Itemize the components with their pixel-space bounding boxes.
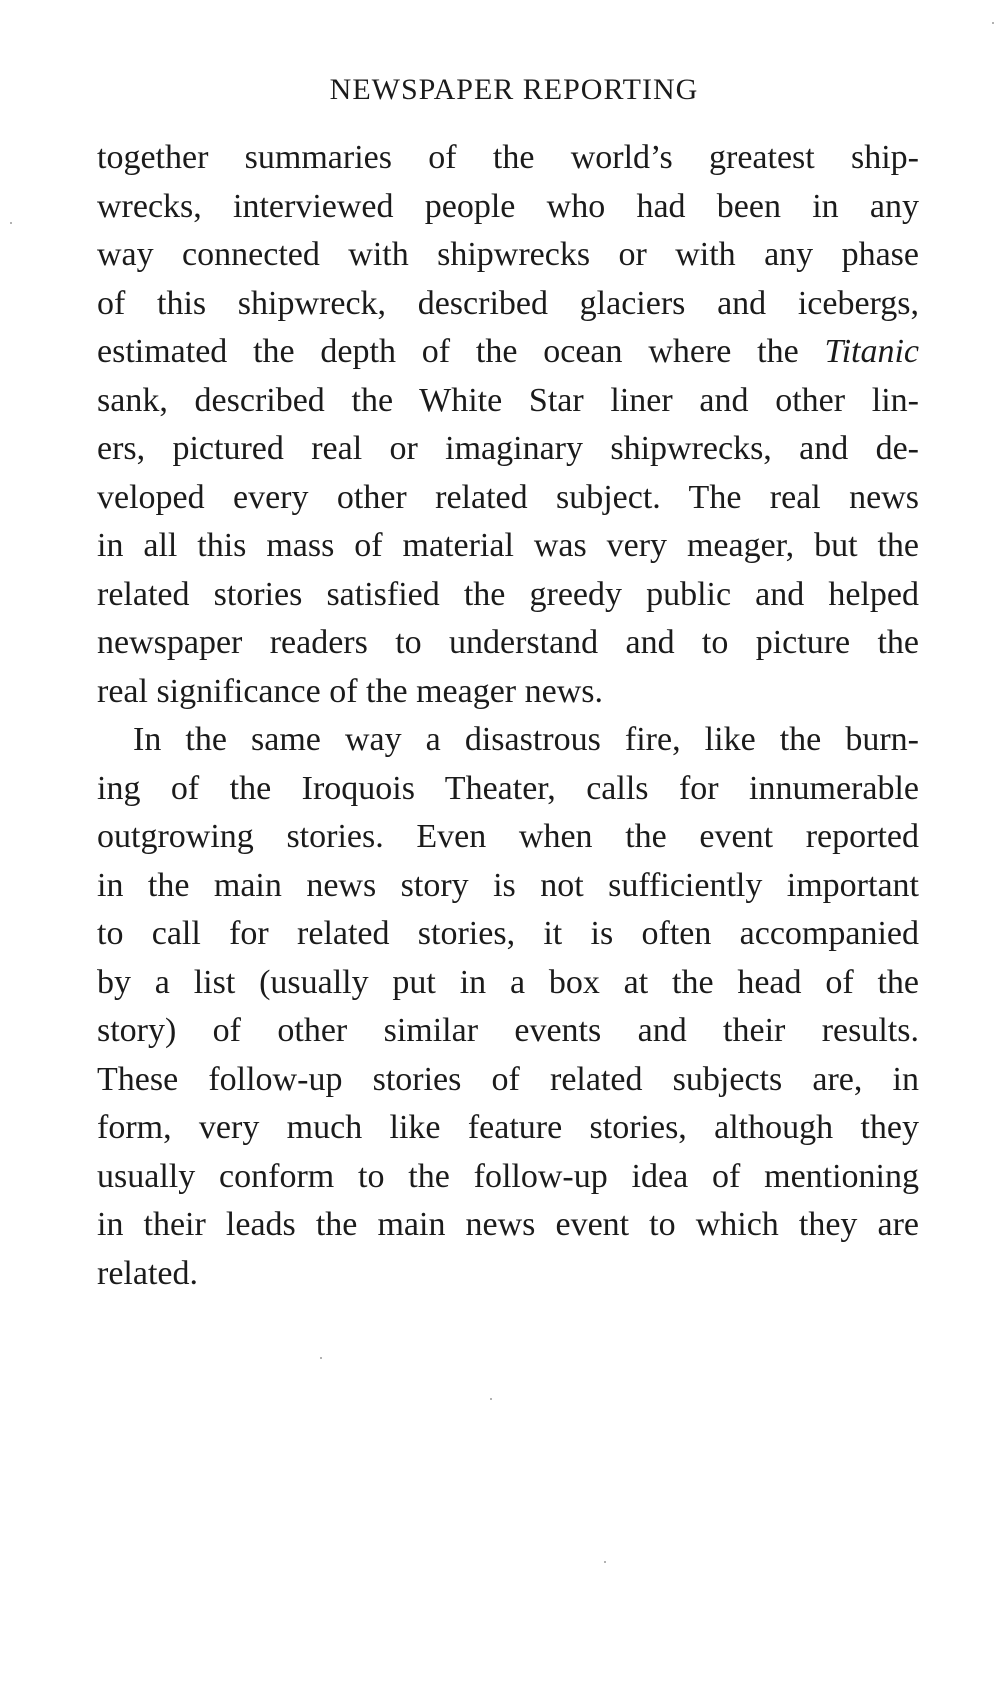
running-head: NEWSPAPER REPORTING — [329, 73, 699, 106]
text-line — [97, 328, 919, 377]
paper-speck — [490, 1398, 492, 1400]
paper-speck — [10, 222, 12, 224]
text-line: together summaries of the world’s greatest ship- — [97, 139, 919, 176]
text-line: usually conform to the follow-up idea of mentioning — [97, 1157, 919, 1195]
text-line: in their leads the main news event to which they are — [97, 1206, 919, 1243]
text-line: In the same way a disastrous fire, like the burn- — [133, 721, 919, 758]
text-line: These follow-up stories of related subjects are, in — [97, 1060, 919, 1098]
body-text — [97, 134, 919, 1298]
text-line: by a list (usually put in a box at the head of the — [97, 963, 919, 1001]
text-line: form, very much like feature stories, although they — [97, 1109, 919, 1146]
text-line: way connected with shipwrecks or with any phase — [97, 236, 919, 273]
paper-speck — [992, 22, 994, 24]
paper-speck — [320, 1357, 322, 1359]
text-line: outgrowing stories. Even when the event reported — [97, 818, 919, 855]
text-line: wrecks, interviewed people who had been in any — [97, 187, 919, 225]
text-line: to call for related stories, it is often accompanied — [97, 915, 919, 952]
text-line: related. — [97, 1254, 198, 1292]
text-line: in the main news story is not sufficiently important — [97, 866, 919, 904]
text-line: sank, described the White Star liner and other lin- — [97, 381, 919, 419]
italic-ship-name: Titanic — [824, 333, 919, 370]
text-line: veloped every other related subject. The real news — [97, 478, 919, 516]
text-line: of this shipwreck, described glaciers and icebergs, — [97, 284, 919, 322]
paper-speck — [604, 1561, 606, 1563]
text-line: ing of the Iroquois Theater, calls for innumerable — [97, 769, 919, 807]
text-line: newspaper readers to understand and to picture the — [97, 624, 919, 661]
text-segment: estimated the depth of the ocean where the — [97, 333, 825, 370]
text-line: in all this mass of material was very meager, but the — [97, 527, 919, 564]
text-line: related stories satisfied the greedy public and helped — [97, 575, 919, 613]
text-line: ers, pictured real or imaginary shipwrecks, and de- — [97, 430, 919, 467]
text-line: story) of other similar events and their results. — [97, 1012, 919, 1049]
paragraph-2 — [97, 716, 919, 1298]
paragraph-1 — [97, 134, 919, 716]
text-line: real significance of the meager news. — [97, 672, 603, 710]
